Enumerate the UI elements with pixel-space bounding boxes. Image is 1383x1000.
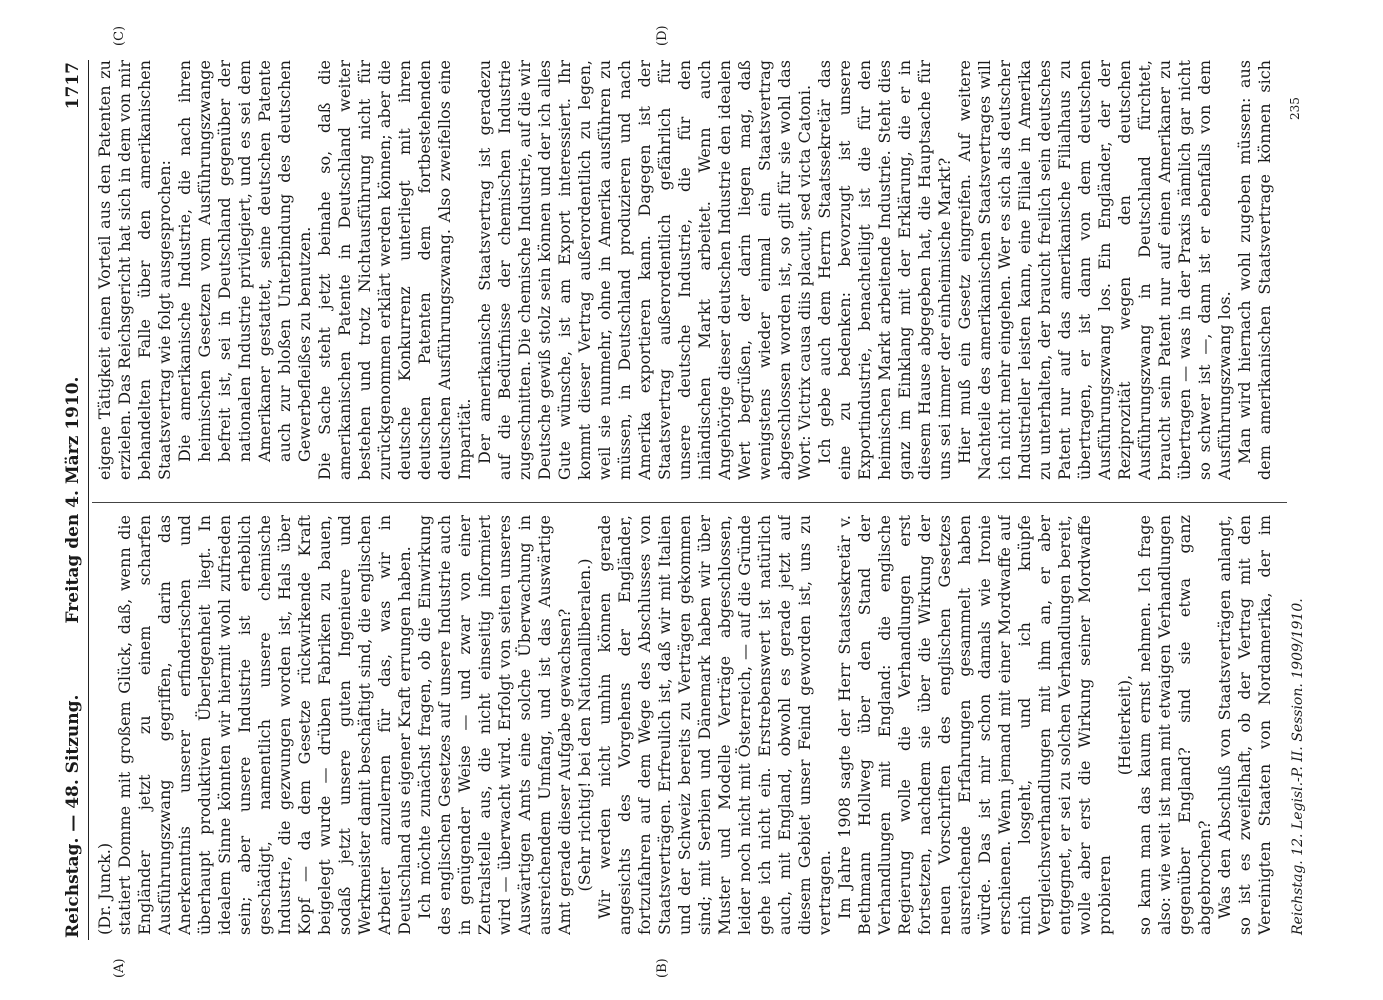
- footer-session: Reichstag. 12. Legisl.-P. II. Session. 1909/1910.: [1290, 598, 1306, 935]
- paragraph: Wir werden nicht umhin können gerade angesichts des Vorgehens der Engländer, fortzufahren auf dem Wege des Abschlusses von Staatsverträgen. Erfreulich ist, daß wir mit Italien und der Schweiz bereits zu Verträgen gekommen sind; mit Serbien und Dänemark haben wir über Muster und Modelle Verträge abgeschlossen, leider noch nicht mit Österreich, — auf die Gründe gehe ich nicht ein. Erstrebenswert ist natürlich auch, mit England, obwohl es gerade jetzt auf diesem Gebiet unser Feind geworden ist, uns zu vertragen.: [595, 515, 834, 935]
- paragraph: eigene Tätigkeit einen Vorteil aus den Patenten zu erzielen. Das Reichsgericht hat sich in dem von mir behandelten Falle über den amerikanischen Staatsvertrag wie folgt ausgesprochen:: [95, 60, 174, 480]
- paragraph: Die amerikanische Industrie, die nach ihren heimischen Gesetzen vom Ausführungszwange befreit ist, sei in Deutschland gegenüber der nationalen Industrie privilegiert, und es sei dem Amerikaner gestattet, seine deutschen Patente auch zur bloßen Unterbindung des deutschen Gewerbefleißes zu benutzen.: [175, 60, 314, 462]
- page-number: 1717: [63, 62, 83, 110]
- margin-letter-c: (C): [112, 25, 127, 46]
- left-text-column: [95, 515, 1275, 935]
- paragraph: (Heiterkeit),: [1115, 674, 1134, 776]
- paragraph: Die Sache steht jetzt beinahe so, daß die amerikanischen Patente in Deutschland weiter bestehen und trotz Nichtausführung nicht für zurückgenommen erklärt werden können; aber die deutsche Konkurrenz unterliegt mit ihren deutschen Patenten dem fortbestehenden deutschen Ausführungszwang. Also zweifellos eine Imparität.: [315, 60, 474, 480]
- paragraph: Ich gebe auch dem Herrn Staatssekretär das eine zu bedenken: bevorzugt ist unsere Exportindustrie, benachteiligt ist die für den heimischen Markt arbeitende Industrie. Steht dies ganz im Einklang mit der Erklärung, die er in diesem Hause abgegeben hat, die Hauptsache für uns sei immer der einheimische Markt?: [815, 60, 954, 480]
- paragraph: Man wird hiernach wohl zugeben müssen: aus dem amerikanischen Staatsvertrage können sich: [1235, 60, 1274, 480]
- paragraph: Ich möchte zunächst fragen, ob die Einwirkung des englischen Gesetzes auf unsere Industrie auch in genügender Weise — und zwar von einer Zentralstelle aus, die nicht einseitig informiert wird — überwacht wird. Erfolgt von seiten unseres Auswärtigen Amts eine solche Überwachung in ausreichendem Umfang, und ist das Auswärtige Amt gerade dieser Aufgabe gewachsen?: [415, 515, 574, 935]
- paragraph: Hier muß ein Gesetz eingreifen. Auf weitere Nachteile des amerikanischen Staatsvertrages will ich nicht mehr eingehen. Wer es sich als deutscher Industrieller leisten kann, eine Filiale in Amerika zu unterhalten, der braucht freilich sein deutsches Patent nur auf das amerikanische Filialhaus zu übertragen, er ist dann von dem deutschen Ausführungszwang los. Ein Engländer, der der Reziprozität wegen den deutschen Ausführungszwang in Deutschland fürchtet, braucht sein Patent nur auf einen Amerikaner zu übertragen — was in der Praxis nämlich gar nicht so schwer ist —, dann ist er ebenfalls von dem Ausführungszwang los.: [955, 60, 1234, 480]
- margin-letter-a: (A): [112, 958, 127, 978]
- page-signature: 235: [1288, 97, 1302, 120]
- header-rule: [88, 60, 89, 940]
- digitization-credit: [1361, 0, 1383, 1000]
- paragraph: statiert Domme mit großem Glück, daß, wenn die Engländer jetzt zu einem scharfen Ausführungszwang gegriffen, darin das Anerkenntnis unserer erfinderischen und überhaupt produktiven Überlegenheit liegt. In idealem Sinne könnten wir hiermit wohl zufrieden sein; aber unsere Industrie ist erheblich geschädigt, namentlich unsere chemische Industrie, die gezwungen worden ist, Hals über Kopf — da dem Gesetze rückwirkende Kraft beigelegt wurde — drüben Fabriken zu bauen, sodaß jetzt unsere guten Ingenieure und Werkmeister damit beschäftigt sind, die englischen Arbeiter anzulernen für das, was wir in Deutschland aus eigener Kraft errungen haben.: [115, 515, 414, 935]
- margin-letter-b: (B): [655, 958, 670, 978]
- paragraph: so kann man das kaum ernst nehmen. Ich frage also: wie weit ist man mit etwaigen Verhandlungen gegenüber England? sind sie etwa ganz abgebrochen?: [1135, 515, 1214, 935]
- speaker-label: (Dr. Junck.): [95, 842, 114, 935]
- paragraph: Was den Abschluß von Staatsverträgen anlangt, so ist es zweifelhaft, ob der Vertrag mit den Vereinigten Staaten von Nordamerika, der im: [1215, 515, 1274, 935]
- paragraph: Der amerikanische Staatsvertrag ist geradezu auf die Bedürfnisse der chemischen Industrie zugeschnitten. Die chemische Industrie, auf die wir Deutsche gewiß stolz sein können und der ich alles Gute wünsche, ist am Export interessiert. Ihr kommt dieser Vertrag außerordentlich zu legen, weil sie nunmehr, ohne in Amerika ausführen zu müssen, in Deutschland produzieren und nach Amerika exportieren kann. Dagegen ist der Staatsvertrag außerordentlich gefährlich für unsere deutsche Industrie, die für den inländischen Markt arbeitet. Wenn auch Angehörige dieser deutschen Industrie den idealen Wert begrüßen, der darin liegen mag, daß wenigstens wieder einmal ein Staatsvertrag abgeschlossen worden ist, so gilt für sie wohl das Wort: Victrix causa diis placuit, sed victa Catoni.: [475, 60, 814, 480]
- running-head-left: Reichstag. — 48. Sitzung.: [63, 694, 83, 938]
- running-head-date: Freitag den 4. März 1910.: [63, 376, 83, 624]
- right-text-column: [95, 60, 1275, 480]
- margin-letter-d: (D): [655, 25, 670, 46]
- column-divider: [92, 502, 1287, 503]
- paragraph: (Sehr richtig! bei den Nationalliberalen.): [575, 558, 594, 892]
- paragraph: Im Jahre 1908 sagte der Herr Staatssekretär v. Bethmann Hollweg über den Stand der Verhandlungen mit England: die englische Regierung wolle die Verhandlungen erst fortsetzen, nachdem sie über die Wirkung der neuen Vorschriften des englischen Gesetzes ausreichende Erfahrungen gesammelt haben würde. Das ist mir schon damals wie Ironie erschienen. Wenn jemand mit einer Mordwaffe auf mich losgeht, und ich knüpfe Vergleichsverhandlungen mit ihm an, er aber entgegnet, er sei zu solchen Verhandlungen bereit, wolle aber erst die Wirkung seiner Mordwaffe probieren: [835, 515, 1114, 935]
